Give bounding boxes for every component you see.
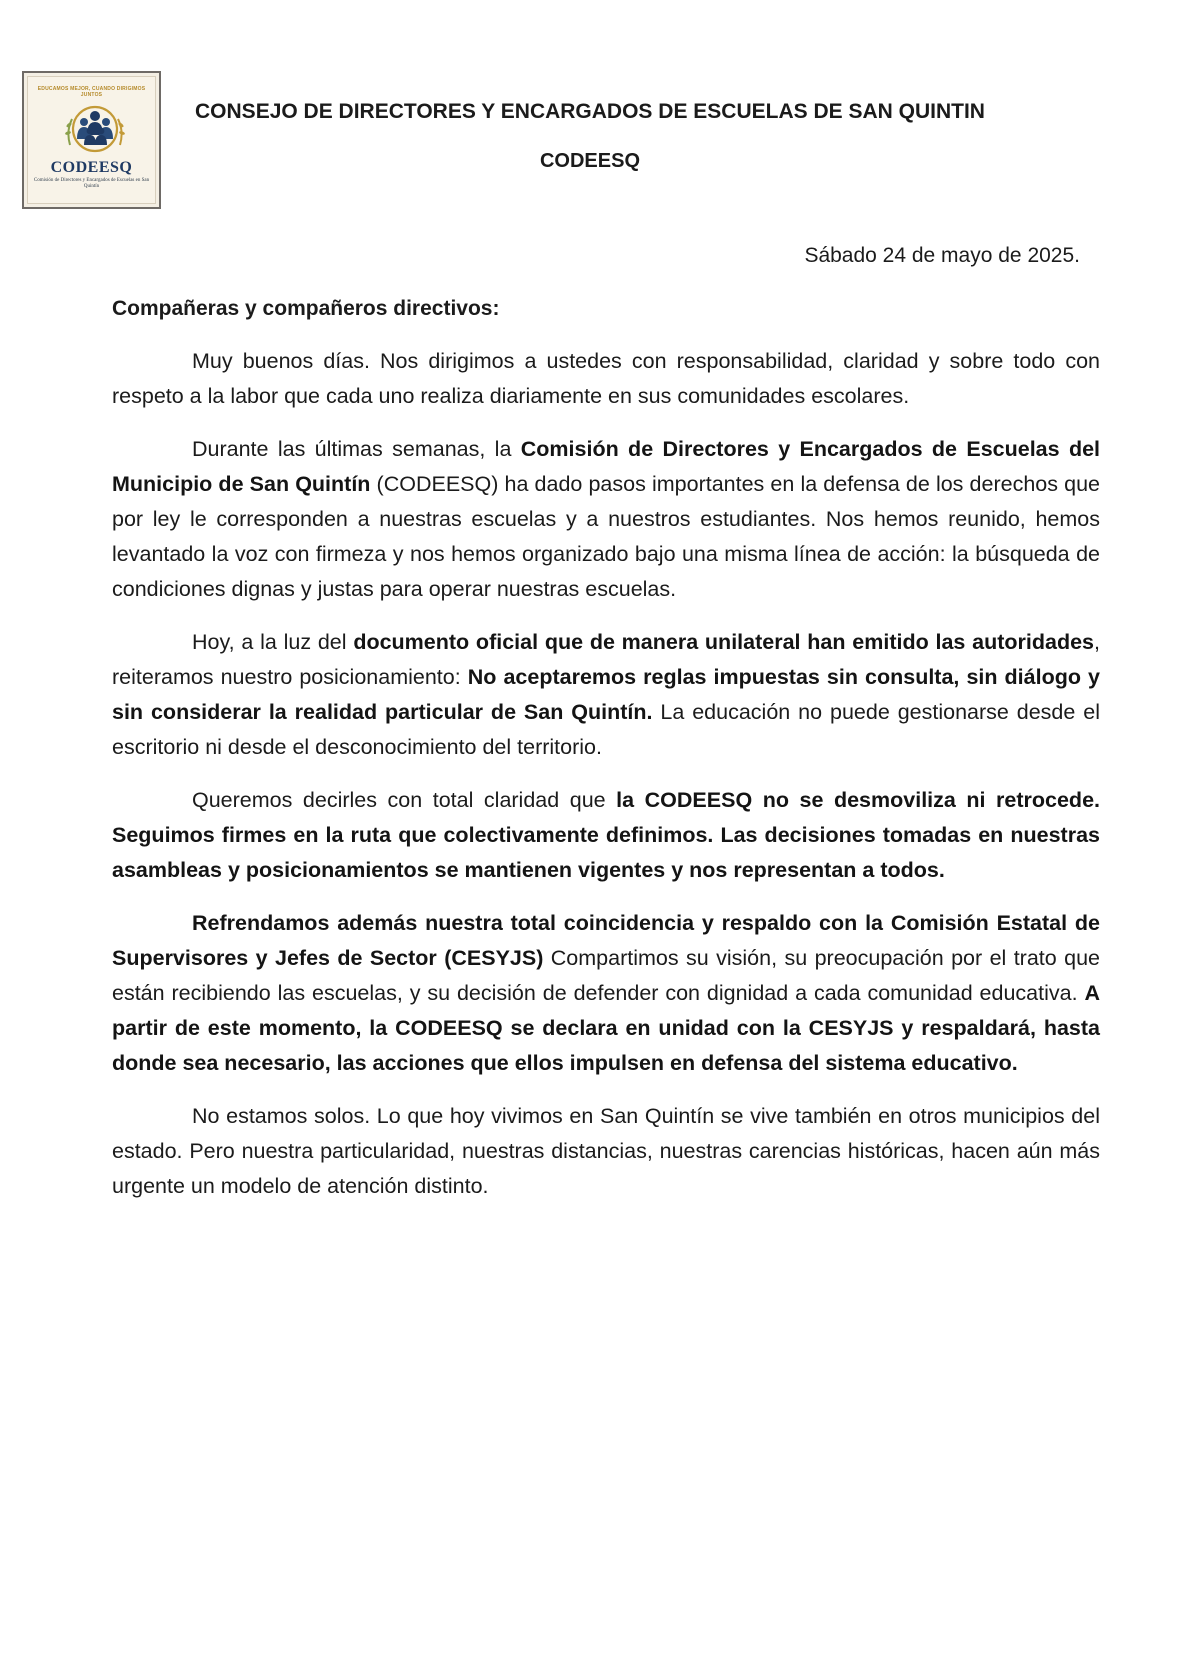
paragraph-commitment xyxy=(112,783,1100,888)
people-emblem-icon xyxy=(62,101,128,157)
logo-name: CODEESQ xyxy=(50,159,133,176)
paragraph-text: , reiteramos nuestro posicionamiento: xyxy=(112,630,1100,689)
logo-frame xyxy=(27,76,156,204)
logo-motto: EDUCAMOS MEJOR, CUANDO DIRIGIMOS JUNTOS xyxy=(37,86,146,98)
codeesq-logo xyxy=(22,71,161,209)
paragraph-closing xyxy=(112,1099,1100,1204)
paragraph-emphasis: la CODEESQ no se desmoviliza ni retrocede. Seguimos firmes en la ruta que colectivamente definimos. Las decisiones tomadas en nuestras asambleas y posicionamientos se mantienen vigentes y nos representan a todos. xyxy=(112,788,1100,882)
paragraph-text: Muy buenos días. Nos dirigimos a ustedes con responsabilidad, claridad y sobre todo con respeto a la labor que cada uno realiza diariamente en sus comunidades escolares. xyxy=(112,349,1100,408)
paragraph-position xyxy=(112,625,1100,765)
paragraph-emphasis: No aceptaremos reglas impuestas sin consulta, sin diálogo y sin considerar la realidad particular de San Quintín. xyxy=(112,665,1100,724)
paragraph-emphasis: Refrendamos además nuestra total coincidencia y respaldo con la Comisión Estatal de Supervisores y Jefes de Sector (CESYJS) xyxy=(112,911,1100,970)
paragraph-text: (CODEESQ) ha dado pasos importantes en la defensa de los derechos que por ley le corresponden a nuestras escuelas y a nuestros estudiantes. Nos hemos reunido, hemos levantado la voz con firmeza y nos hemos organizado bajo una misma línea de acción: la búsqueda de condiciones dignas y justas para operar nuestras escuelas. xyxy=(112,472,1100,601)
header-subtitle: CODEESQ xyxy=(539,150,641,172)
salutation: Compañeras y compañeros directivos: xyxy=(112,297,500,320)
paragraph-emphasis: A partir de este momento, la CODEESQ se declara en unidad con la CESYJS y respaldará, hasta donde sea necesario, las acciones que ellos impulsen en defensa del sistema educativo. xyxy=(112,981,1100,1075)
header-title: CONSEJO DE DIRECTORES Y ENCARGADOS DE ESCUELAS DE SAN QUINTIN xyxy=(195,100,985,123)
paragraph-emphasis: Comisión de Directores y Encargados de Escuelas del Municipio de San Quintín xyxy=(112,437,1101,496)
paragraph-emphasis: documento oficial que de manera unilateral han emitido las autoridades xyxy=(353,630,1094,654)
paragraph-text: No estamos solos. Lo que hoy vivimos en San Quintín se vive también en otros municipios del estado. Pero nuestra particularidad, nuestras distancias, nuestras carencias históricas, hacen aún más urgente un modelo de atención distinto. xyxy=(112,1104,1100,1198)
logo-subtitle: Comisión de Directores y Encargados de Escuelas en San Quintín xyxy=(33,178,150,189)
paragraph-context xyxy=(112,432,1100,607)
paragraph-text: La educación no puede gestionarse desde el escritorio ni desde el desconocimiento del territorio. xyxy=(112,700,1100,759)
letter-body xyxy=(112,292,1100,1222)
paragraph-text: Queremos decirles con total claridad que xyxy=(192,788,617,812)
paragraph-support xyxy=(112,906,1100,1081)
paragraph-text: Compartimos su visión, su preocupación por el trato que están recibiendo las escuelas, y su decisión de defender con dignidad a cada comunidad educativa. xyxy=(112,946,1100,1005)
paragraph-greeting xyxy=(112,344,1100,414)
letter-date: Sábado 24 de mayo de 2025. xyxy=(804,244,1080,267)
paragraph-text: Durante las últimas semanas, la xyxy=(192,437,521,461)
paragraph-text: Hoy, a la luz del xyxy=(192,630,354,654)
